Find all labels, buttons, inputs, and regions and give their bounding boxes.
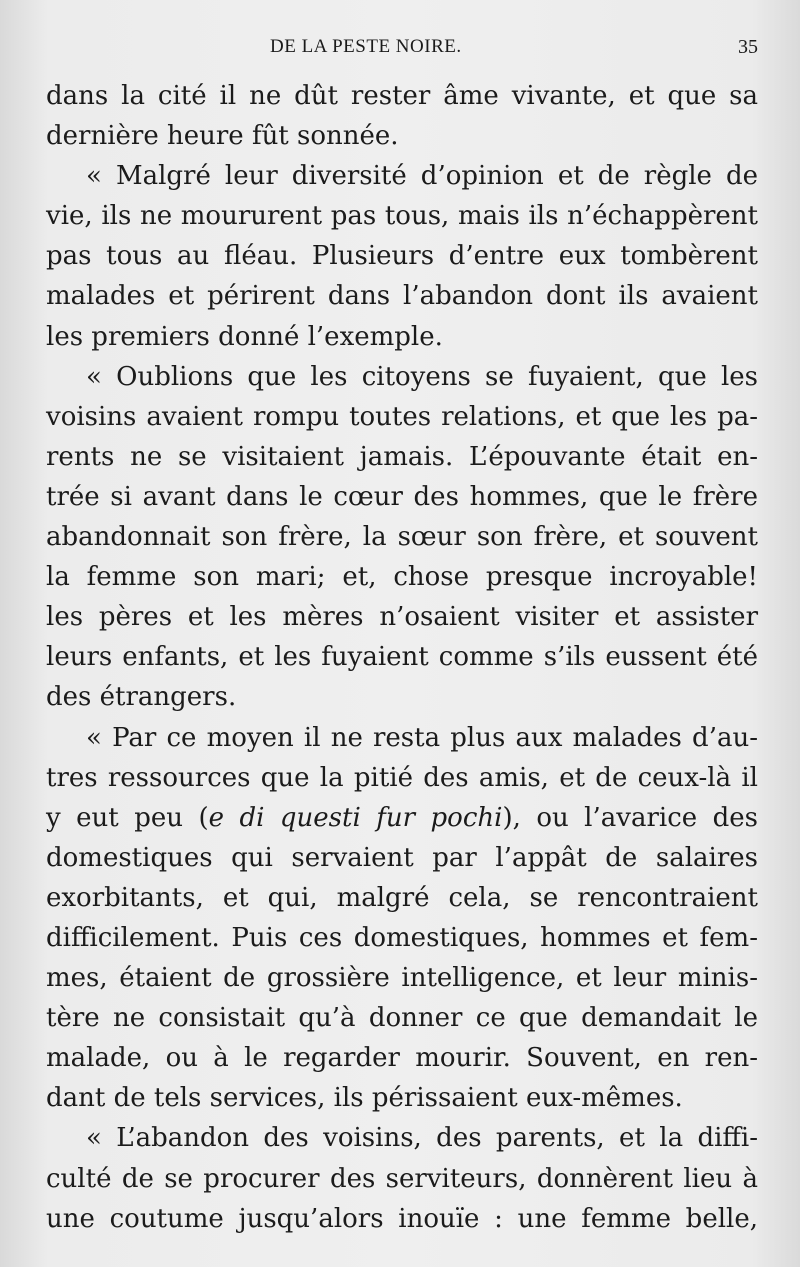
- text-line: les premiers donné l’exemple.: [46, 321, 443, 352]
- text-line: les pères et les mères n’osaient visiter et assister: [46, 602, 758, 633]
- text-line: dant de tels services, ils périssaient eux-mêmes.: [46, 1083, 683, 1114]
- text-line: culté de se procurer des serviteurs, donnèrent lieu à: [46, 1163, 758, 1194]
- text-segment: ), ou l’avarice des: [502, 802, 758, 833]
- text-line: trée si avant dans le cœur des hommes, que le frère: [46, 481, 758, 512]
- running-title: DE LA PESTE NOIRE.: [270, 36, 462, 57]
- text-line: la femme son mari; et, chose presque incroyable!: [46, 562, 758, 593]
- italic-quote: e di questi fur pochi: [208, 802, 503, 833]
- text-segment: y eut peu (: [46, 802, 209, 833]
- text-line: « Oublions que les citoyens se fuyaient, que les: [86, 361, 758, 392]
- text-line: une coutume jusqu’alors inouïe : une femme belle,: [46, 1203, 758, 1234]
- text-line: difficilement. Puis ces domestiques, hommes et fem-: [46, 922, 758, 953]
- text-line: leurs enfants, et les fuyaient comme s’ils eussent été: [46, 642, 758, 673]
- text-line: dernière heure fût sonnée.: [46, 121, 399, 152]
- text-line: « L’abandon des voisins, des parents, et la diffi-: [86, 1123, 758, 1154]
- text-line: malade, ou à le regarder mourir. Souvent, en ren-: [46, 1043, 758, 1074]
- text-line: dans la cité il ne dût rester âme vivante, et que sa: [46, 81, 758, 111]
- text-line: exorbitants, et qui, malgré cela, se rencontraient: [46, 882, 758, 913]
- text-line: des étrangers.: [46, 682, 237, 713]
- text-line: vie, ils ne moururent pas tous, mais ils n’échappèrent: [46, 201, 758, 232]
- text-line: domestiques qui servaient par l’appât de salaires: [46, 842, 758, 873]
- text-line: pas tous au fléau. Plusieurs d’entre eux tombèrent: [46, 241, 758, 272]
- text-line: tres ressources que la pitié des amis, et de ceux-là il: [46, 762, 758, 793]
- body-text: [46, 76, 758, 1239]
- text-line: tère ne consistait qu’à donner ce que demandait le: [46, 1003, 758, 1034]
- text-line-with-italic: [46, 798, 758, 838]
- text-line: abandonnait son frère, la sœur son frère, et souvent: [46, 522, 758, 553]
- text-line: mes, étaient de grossière intelligence, et leur minis-: [46, 963, 758, 994]
- text-line: « Malgré leur diversité d’opinion et de règle de: [86, 161, 758, 192]
- page-header: [0, 36, 800, 66]
- text-line: « Par ce moyen il ne resta plus aux malades d’au-: [86, 722, 758, 753]
- text-line: voisins avaient rompu toutes relations, et que les pa-: [46, 401, 758, 432]
- page-number: 35: [738, 36, 758, 58]
- text-line: rents ne se visitaient jamais. L’épouvante était en-: [46, 441, 758, 472]
- text-line: malades et périrent dans l’abandon dont ils avaient: [46, 281, 758, 312]
